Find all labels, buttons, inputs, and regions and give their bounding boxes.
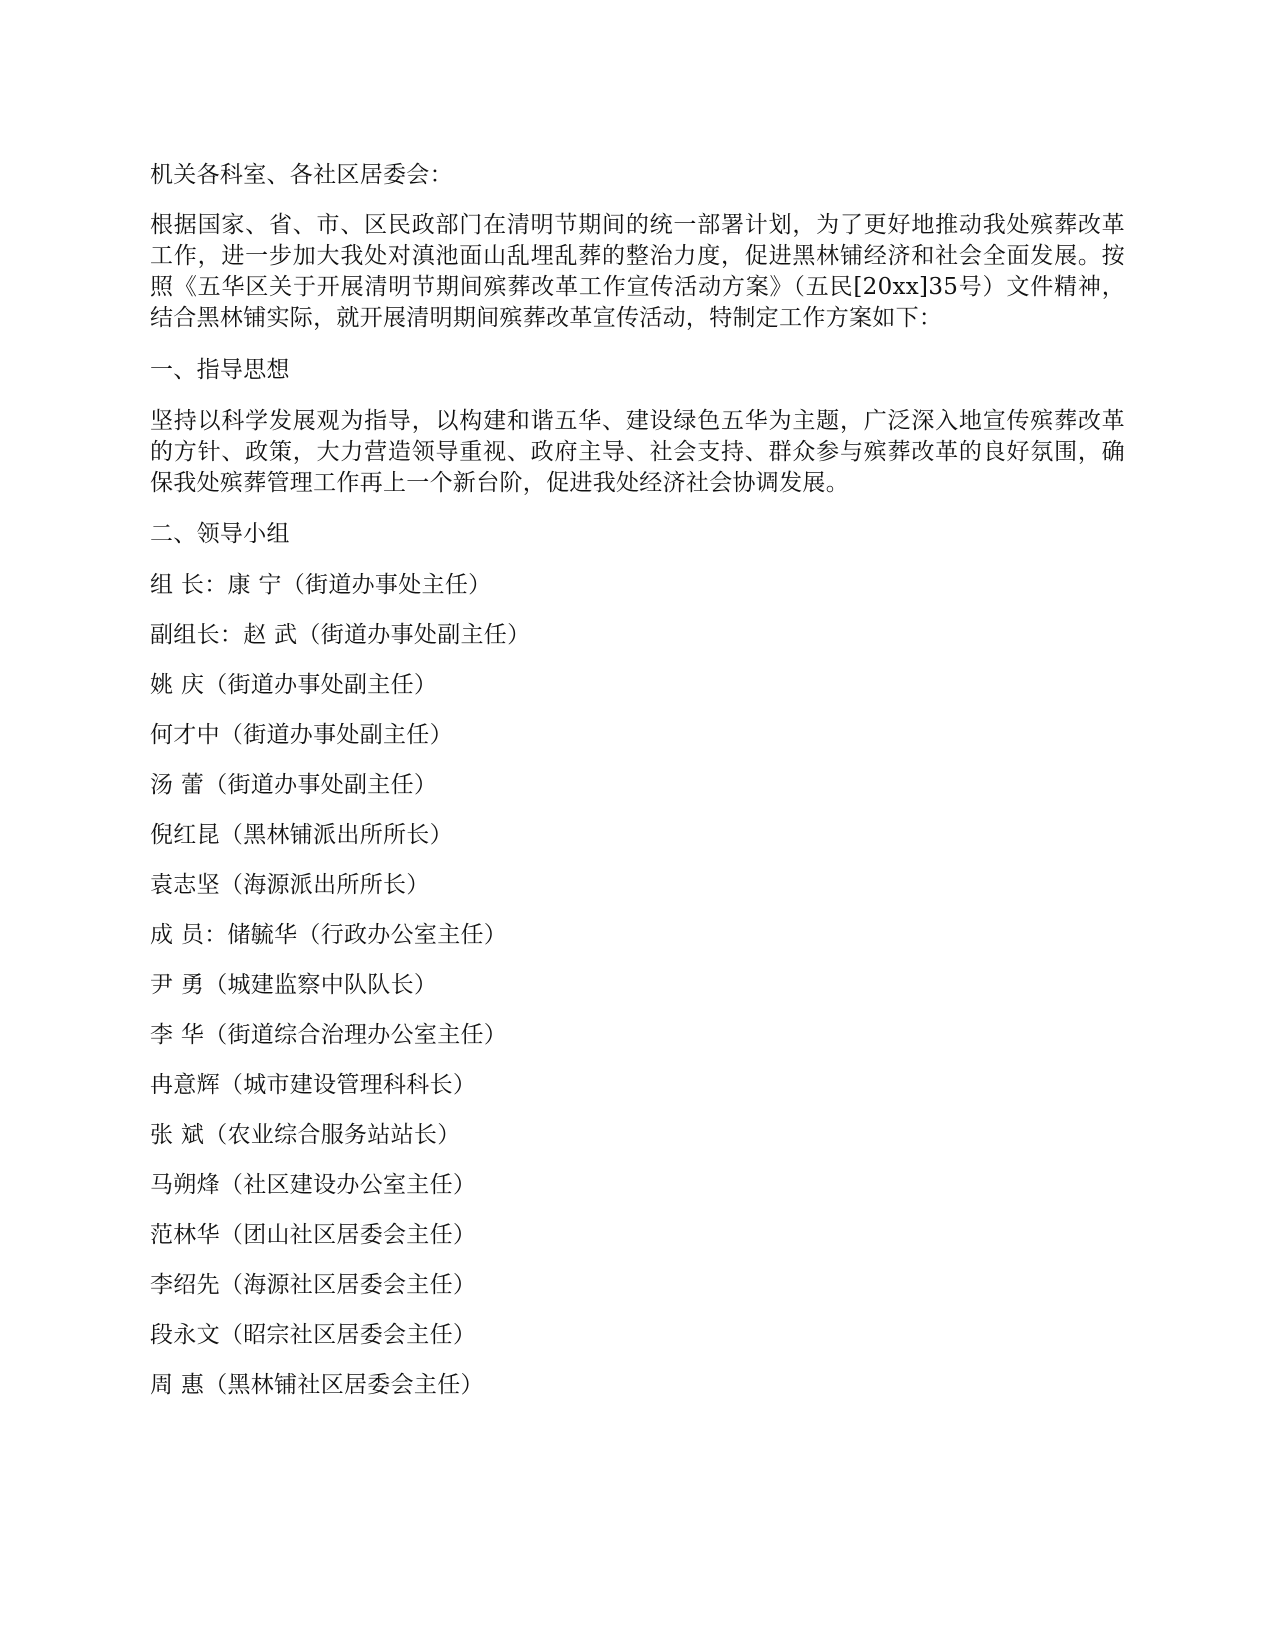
member-line: 段永文（昭宗社区居委会主任） bbox=[150, 1322, 477, 1348]
member-line: 姚 庆（街道办事处副主任） bbox=[150, 672, 438, 698]
member-line: 张 斌（农业综合服务站站长） bbox=[150, 1122, 461, 1148]
member-line: 周 惠（黑林铺社区居委会主任） bbox=[150, 1372, 484, 1398]
intro-paragraph: 根据国家、省、市、区民政部门在清明节期间的统一部署计划，为了更好地推动我处殡葬改革工作，进一步加大我处对滇池面山乱埋乱葬的整治力度，促进黑林铺经济和社会全面发展。按照《五华区关于开展清明节期间殡葬改革工作宣传活动方案》（五民[20xx]35号）文件精神，结合黑林铺实际，就开展清明期间殡葬改革宣传活动，特制定工作方案如下： bbox=[150, 212, 1125, 331]
section-heading-guiding-thought: 一、指导思想 bbox=[150, 357, 290, 383]
member-line: 李绍先（海源社区居委会主任） bbox=[150, 1272, 477, 1298]
salutation: 机关各科室、各社区居委会： bbox=[150, 162, 453, 188]
member-line: 成 员：储毓华（行政办公室主任） bbox=[150, 922, 508, 948]
guiding-thought-paragraph: 坚持以科学发展观为指导，以构建和谐五华、建设绿色五华为主题，广泛深入地宣传殡葬改革的方针、政策，大力营造领导重视、政府主导、社会支持、群众参与殡葬改革的良好氛围，确保我处殡葬管理工作再上一个新台阶，促进我处经济社会协调发展。 bbox=[150, 408, 1125, 496]
member-line: 马朔烽（社区建设办公室主任） bbox=[150, 1172, 477, 1198]
section-heading-leadership-group: 二、领导小组 bbox=[150, 521, 290, 547]
member-line: 汤 蕾（街道办事处副主任） bbox=[150, 772, 438, 798]
member-line: 倪红昆（黑林铺派出所所长） bbox=[150, 822, 453, 848]
leadership-member-list bbox=[150, 570, 1125, 1401]
member-line: 范林华（团山社区居委会主任） bbox=[150, 1222, 477, 1248]
document-page bbox=[150, 160, 1125, 1420]
member-line: 尹 勇（城建监察中队队长） bbox=[150, 972, 438, 998]
member-line: 副组长：赵 武（街道办事处副主任） bbox=[150, 622, 531, 648]
member-line: 冉意辉（城市建设管理科科长） bbox=[150, 1072, 477, 1098]
member-line: 组 长：康 宁（街道办事处主任） bbox=[150, 572, 492, 598]
member-line: 李 华（街道综合治理办公室主任） bbox=[150, 1022, 508, 1048]
member-line: 袁志坚（海源派出所所长） bbox=[150, 872, 430, 898]
member-line: 何才中（街道办事处副主任） bbox=[150, 722, 453, 748]
